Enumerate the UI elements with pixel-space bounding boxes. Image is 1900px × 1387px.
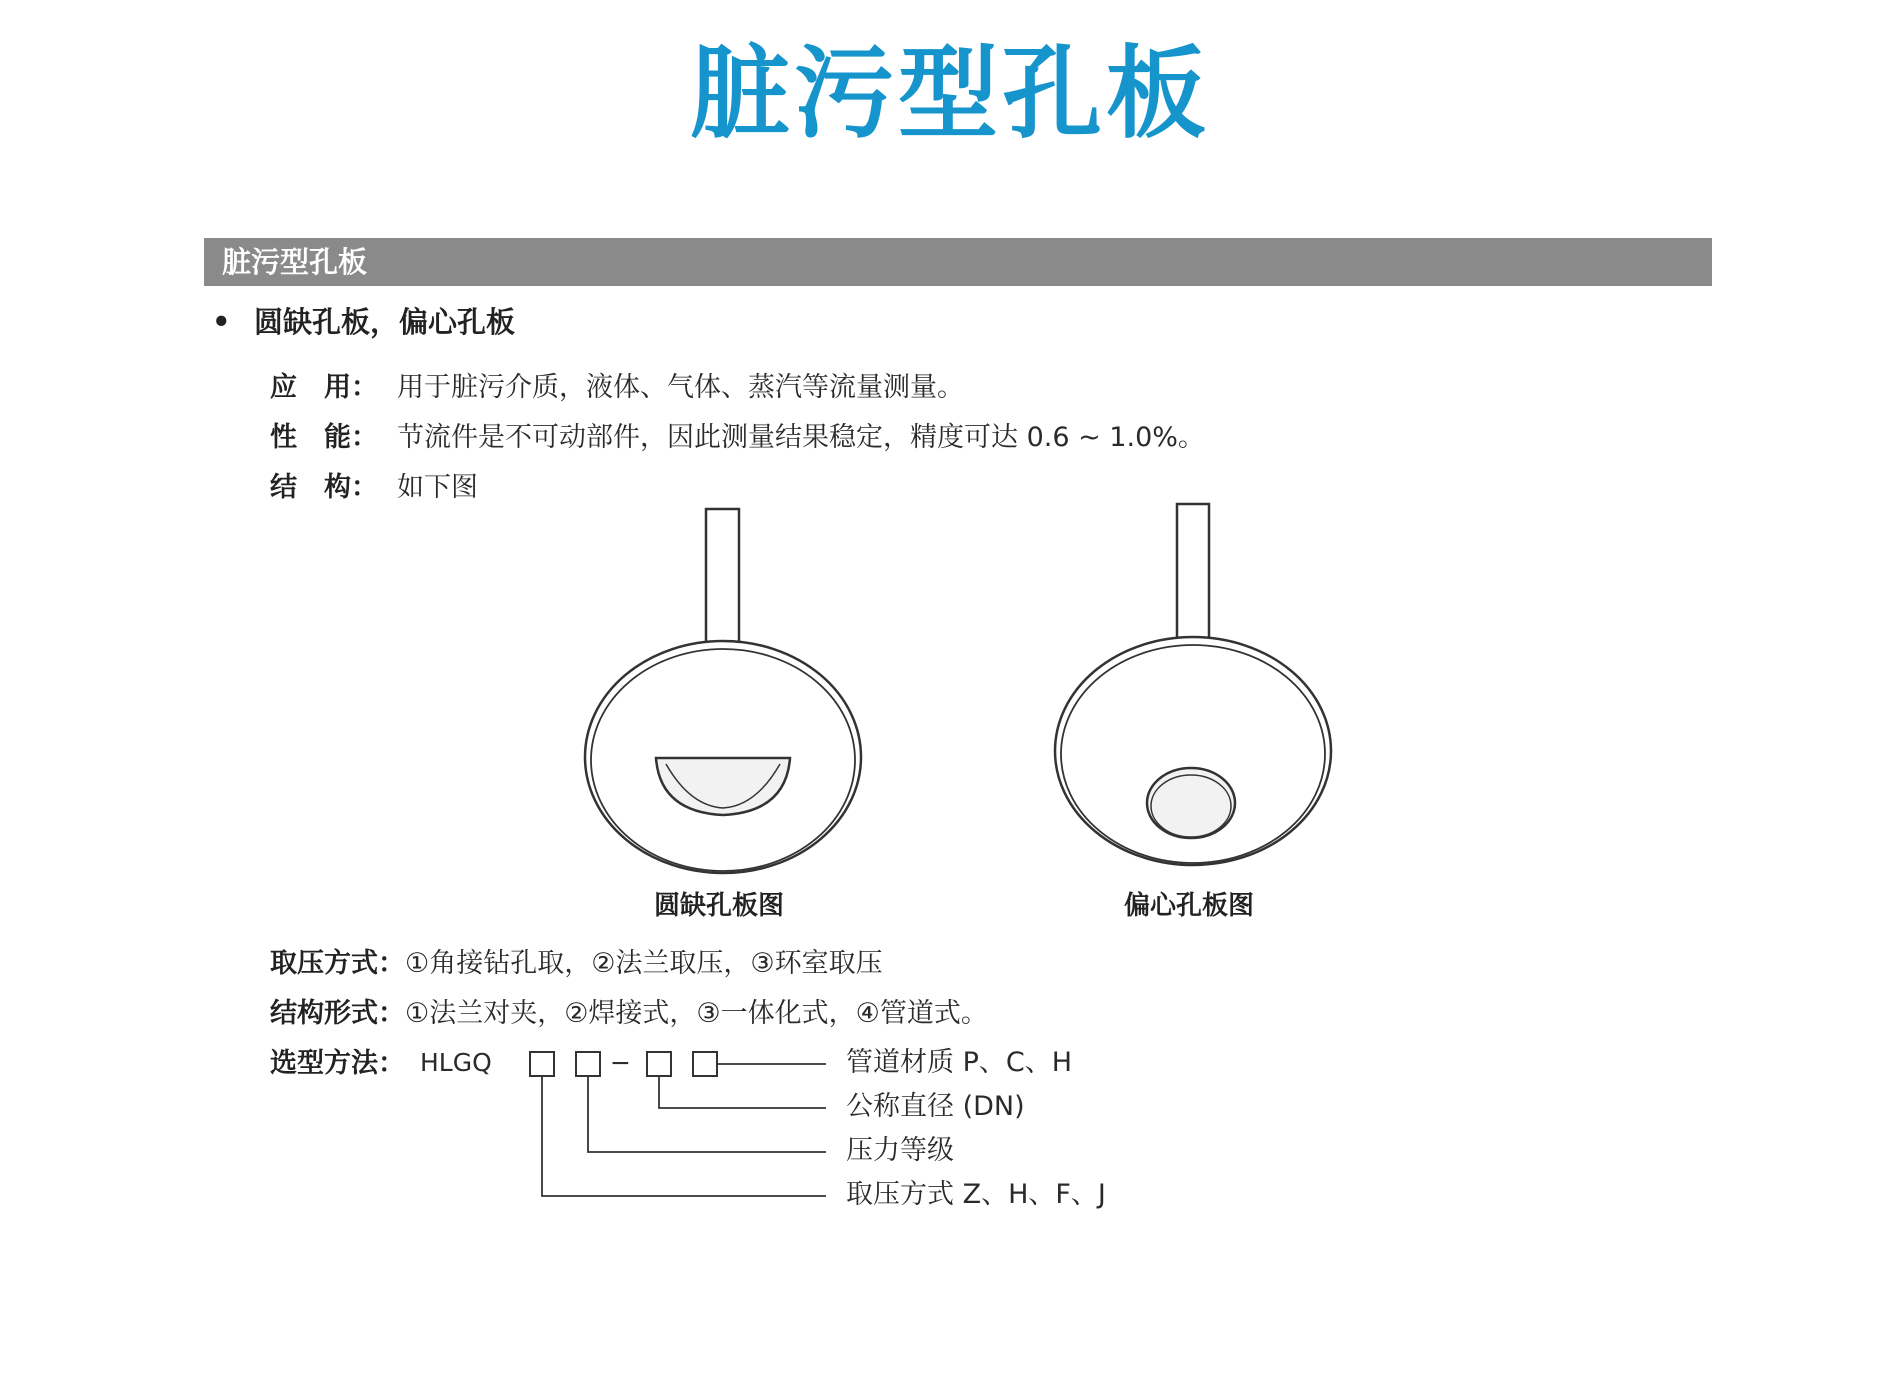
info-value-performance: 节流件是不可动部件，因此测量结果稳定，精度可达 0.6 ~ 1.0%。 (397, 422, 1205, 453)
bullet-heading-text: 圆缺孔板，偏心孔板 (254, 305, 516, 339)
spec-row-selection (270, 1044, 405, 1084)
legend-material: 管道材质 P、C、H (846, 1047, 1073, 1078)
info-label-performance: 性 能： (270, 422, 378, 453)
leader-line-pressure (588, 1076, 826, 1152)
model-code-separator: − (610, 1048, 631, 1077)
spec-label-tapping: 取压方式： (270, 948, 405, 979)
spec-value-structure: ①法兰对夹，②焊接式，③一体化式，④管道式。 (405, 998, 988, 1029)
info-value-structure: 如下图 (397, 472, 478, 503)
code-box-diameter (647, 1052, 671, 1076)
legend-pressure: 压力等级 (846, 1135, 954, 1166)
spec-value-tapping: ①角接钻孔取，②法兰取压，③环室取压 (405, 948, 883, 979)
eccentric-plate-hole (1147, 768, 1235, 838)
model-code-prefix: HLGQ (420, 1048, 492, 1077)
code-box-pressure (576, 1052, 600, 1076)
legend-tapping: 取压方式 Z、H、F、J (846, 1179, 1106, 1210)
spec-row-tapping (270, 944, 883, 984)
segmental-plate-handle (706, 509, 739, 647)
leader-line-diameter (659, 1076, 826, 1108)
segmental-orifice-plate (585, 509, 861, 873)
spec-label-selection: 选型方法： (270, 1048, 405, 1079)
selection-code-diagram (530, 1052, 826, 1196)
code-box-tapping (530, 1052, 554, 1076)
leader-line-tapping (542, 1076, 826, 1196)
page-title: 脏污型孔板 (690, 35, 1210, 152)
eccentric-plate-handle (1177, 504, 1209, 644)
info-value-application: 用于脏污介质，液体、气体、蒸汽等流量测量。 (397, 372, 964, 403)
caption-segmental-plate: 圆缺孔板图 (654, 891, 785, 921)
eccentric-orifice-plate (1055, 504, 1331, 865)
spec-label-structure: 结构形式： (270, 998, 405, 1029)
bullet-dot: • (212, 305, 231, 339)
info-label-application: 应 用： (270, 372, 378, 403)
code-box-material (693, 1052, 717, 1076)
spec-row-structure (270, 994, 988, 1034)
legend-diameter: 公称直径 (DN) (846, 1091, 1025, 1122)
info-label-structure: 结 构： (270, 472, 378, 503)
section-header-label: 脏污型孔板 (222, 245, 368, 279)
caption-eccentric-plate: 偏心孔板图 (1124, 891, 1255, 921)
